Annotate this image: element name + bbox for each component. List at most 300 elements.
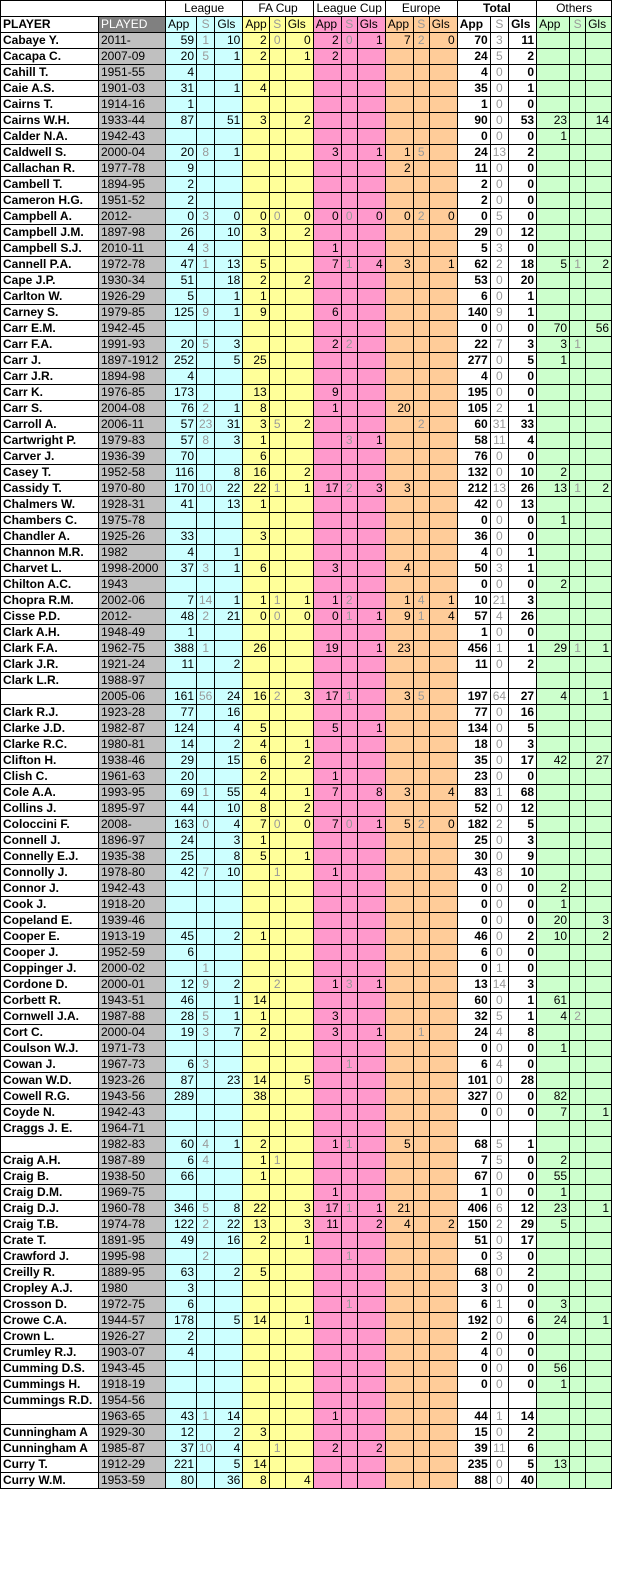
fa-cup-s-cell (269, 785, 285, 801)
table-row (1, 1313, 612, 1329)
fa-cup-app-cell: 5 (243, 849, 269, 865)
others-app-cell (537, 673, 570, 689)
total-s-cell: 0 (490, 449, 508, 465)
league-app-cell: 14 (166, 737, 197, 753)
league-gls-cell: 5 (215, 1313, 243, 1329)
league-cup-gls-cell (357, 1393, 385, 1409)
fa-cup-s-cell (269, 113, 285, 129)
others-s-cell (570, 1457, 586, 1473)
europe-s-cell (413, 49, 429, 65)
league-cup-app-cell (313, 1473, 341, 1489)
others-app-cell (537, 1473, 570, 1489)
fa-cup-gls-cell (285, 1345, 313, 1361)
others-app-cell (537, 305, 570, 321)
others-s-cell (570, 1265, 586, 1281)
total-app-cell: 52 (457, 801, 490, 817)
league-cup-app-cell (313, 1281, 341, 1297)
league-cup-gls-cell (357, 897, 385, 913)
table-row (1, 353, 612, 369)
europe-gls-cell (429, 945, 457, 961)
table-row (1, 961, 612, 977)
league-gls-cell (215, 65, 243, 81)
europe-s-cell (413, 945, 429, 961)
league-cup-app-cell (313, 1233, 341, 1249)
player-name-cell: Cannell P.A. (1, 257, 99, 273)
table-row (1, 881, 612, 897)
league-cup-gls-cell (357, 1345, 385, 1361)
total-gls-cell: 3 (509, 337, 537, 353)
others-app-cell (537, 977, 570, 993)
total-app-cell: 77 (457, 705, 490, 721)
table-row (1, 897, 612, 913)
europe-gls-cell (429, 433, 457, 449)
league-s-cell: 2 (197, 1249, 215, 1265)
europe-gls-cell (429, 321, 457, 337)
fa-cup-s-cell (269, 449, 285, 465)
total-s-cell: 13 (490, 145, 508, 161)
league-cup-gls-cell (357, 833, 385, 849)
fa-cup-app-cell (243, 913, 269, 929)
league-cup-s-cell (341, 1425, 357, 1441)
others-s-cell (570, 1473, 586, 1489)
others-gls-cell (586, 801, 612, 817)
league-app-cell: 45 (166, 929, 197, 945)
fa-cup-gls-cell: 1 (285, 785, 313, 801)
league-app-cell: 66 (166, 1169, 197, 1185)
fa-cup-gls-cell: 2 (285, 465, 313, 481)
europe-gls-cell (429, 1345, 457, 1361)
table-row (1, 33, 612, 49)
others-app-cell: 10 (537, 929, 570, 945)
league-s-cell (197, 1265, 215, 1281)
fa-cup-gls-cell (285, 673, 313, 689)
total-s-cell: 0 (490, 1041, 508, 1057)
league-cup-s-cell (341, 513, 357, 529)
fa-cup-gls-cell (285, 1089, 313, 1105)
europe-app-cell (385, 945, 413, 961)
league-gls-cell (215, 449, 243, 465)
league-cup-gls-cell (357, 65, 385, 81)
europe-s-cell (413, 849, 429, 865)
fa-cup-gls-cell (285, 1137, 313, 1153)
fa-cup-app-cell (243, 673, 269, 689)
league-app-cell: 44 (166, 801, 197, 817)
league-cup-app-cell (313, 1153, 341, 1169)
league-cup-gls-cell: 1 (357, 977, 385, 993)
europe-gls-cell (429, 833, 457, 849)
total-app-cell: 30 (457, 849, 490, 865)
played-years-cell: 2002-06 (99, 593, 166, 609)
total-gls-cell: 3 (509, 737, 537, 753)
league-gls-cell: 2 (215, 1265, 243, 1281)
table-row (1, 209, 612, 225)
league-gls-cell: 15 (215, 753, 243, 769)
league-cup-s-cell: 1 (341, 609, 357, 625)
others-s-cell (570, 993, 586, 1009)
fa-cup-gls-cell (285, 353, 313, 369)
league-cup-s-cell (341, 1217, 357, 1233)
player-name-cell: Crown L. (1, 1329, 99, 1345)
total-gls-cell: 0 (509, 129, 537, 145)
others-app-cell: 56 (537, 1361, 570, 1377)
table-row (1, 785, 612, 801)
total-s-cell: 0 (490, 65, 508, 81)
table-row (1, 465, 612, 481)
europe-s-cell (413, 113, 429, 129)
fa-cup-s-cell (269, 769, 285, 785)
table-row (1, 593, 612, 609)
total-gls-header: Gls (509, 17, 537, 33)
total-gls-cell: 0 (509, 321, 537, 337)
total-gls-cell: 1 (509, 81, 537, 97)
league-s-cell (197, 81, 215, 97)
europe-app-cell: 5 (385, 817, 413, 833)
others-app-cell (537, 225, 570, 241)
others-app-cell: 1 (537, 1377, 570, 1393)
fa-cup-gls-cell (285, 289, 313, 305)
total-gls-cell: 0 (509, 625, 537, 641)
total-s-cell: 0 (490, 321, 508, 337)
others-gls-cell (586, 1441, 612, 1457)
league-cup-s-cell (341, 577, 357, 593)
played-years-cell: 1963-65 (99, 1409, 166, 1425)
fa-cup-app-cell (243, 193, 269, 209)
others-gls-cell (586, 1473, 612, 1489)
league-cup-app-cell: 3 (313, 1025, 341, 1041)
europe-gls-cell (429, 273, 457, 289)
europe-gls-cell (429, 849, 457, 865)
player-name-cell: Connor J. (1, 881, 99, 897)
league-cup-app-cell: 3 (313, 1009, 341, 1025)
player-name-cell: Calder N.A. (1, 129, 99, 145)
total-gls-cell: 1 (509, 641, 537, 657)
total-app-cell: 0 (457, 1105, 490, 1121)
europe-gls-cell (429, 81, 457, 97)
league-cup-gls-cell (357, 1121, 385, 1137)
played-years-cell: 1972-78 (99, 257, 166, 273)
played-years-cell: 2007-09 (99, 49, 166, 65)
played-years-cell: 1936-39 (99, 449, 166, 465)
fa-cup-app-cell: 1 (243, 1169, 269, 1185)
league-cup-s-cell (341, 801, 357, 817)
others-gls-cell (586, 1425, 612, 1441)
league-cup-app-cell (313, 945, 341, 961)
played-years-cell: 1914-16 (99, 97, 166, 113)
played-years-cell: 1895-97 (99, 801, 166, 817)
player-name-cell: Carr S. (1, 401, 99, 417)
total-s-cell: 2 (490, 257, 508, 273)
table-row (1, 1169, 612, 1185)
league-cup-app-cell (313, 545, 341, 561)
league-app-cell: 5 (166, 289, 197, 305)
fa-cup-gls-cell: 0 (285, 817, 313, 833)
fa-cup-s-cell (269, 161, 285, 177)
league-s-cell: 3 (197, 241, 215, 257)
europe-gls-cell (429, 929, 457, 945)
player-name-cell: Coulson W.J. (1, 1041, 99, 1057)
league-cup-gls-cell (357, 337, 385, 353)
league-app-cell: 4 (166, 241, 197, 257)
europe-s-cell (413, 993, 429, 1009)
fa-cup-app-cell: 4 (243, 785, 269, 801)
league-gls-cell (215, 1057, 243, 1073)
others-gls-cell: 1 (586, 1201, 612, 1217)
europe-s-cell (413, 1169, 429, 1185)
europe-s-cell (413, 1233, 429, 1249)
total-gls-cell: 5 (509, 721, 537, 737)
europe-s-cell (413, 385, 429, 401)
others-s-cell (570, 305, 586, 321)
fa-cup-app-cell: 14 (243, 1313, 269, 1329)
others-s-cell (570, 945, 586, 961)
fa-cup-gls-cell: 2 (285, 225, 313, 241)
total-app-cell: 0 (457, 881, 490, 897)
table-row (1, 513, 612, 529)
league-s-cell: 3 (197, 1025, 215, 1041)
league-cup-app-cell (313, 1249, 341, 1265)
league-app-cell: 0 (166, 209, 197, 225)
played-years-cell: 1960-78 (99, 1201, 166, 1217)
league-gls-cell: 1 (215, 1009, 243, 1025)
total-gls-cell (509, 1393, 537, 1409)
table-row (1, 81, 612, 97)
europe-gls-cell (429, 401, 457, 417)
league-s-cell: 5 (197, 1009, 215, 1025)
league-s-cell (197, 113, 215, 129)
table-row (1, 865, 612, 881)
fa-cup-s-cell (269, 1329, 285, 1345)
table-row (1, 1073, 612, 1089)
total-app-cell: 0 (457, 1249, 490, 1265)
total-gls-cell: 18 (509, 257, 537, 273)
europe-gls-cell (429, 1185, 457, 1201)
total-s-cell (490, 1393, 508, 1409)
europe-app-cell (385, 1041, 413, 1057)
others-gls-cell (586, 1185, 612, 1201)
player-name-cell: Cunningham A (1, 1441, 99, 1457)
league-cup-gls-cell (357, 625, 385, 641)
europe-gls-cell (429, 961, 457, 977)
total-s-cell: 0 (490, 1313, 508, 1329)
league-app-header: App (166, 17, 197, 33)
others-s-cell (570, 657, 586, 673)
league-app-cell: 77 (166, 705, 197, 721)
league-cup-app-cell (313, 81, 341, 97)
played-years-cell: 2011- (99, 33, 166, 49)
league-cup-s-cell (341, 1377, 357, 1393)
others-gls-cell (586, 225, 612, 241)
total-gls-cell: 0 (509, 241, 537, 257)
others-gls-cell (586, 81, 612, 97)
total-app-cell: 105 (457, 401, 490, 417)
player-name-cell: Cummings R.D. (1, 1393, 99, 1409)
fa-cup-s-cell (269, 849, 285, 865)
fa-cup-gls-cell (285, 241, 313, 257)
league-app-cell: 19 (166, 1025, 197, 1041)
fa-cup-app-cell (243, 1041, 269, 1057)
others-gls-cell (586, 465, 612, 481)
others-gls-cell (586, 145, 612, 161)
others-s-cell (570, 577, 586, 593)
league-cup-gls-cell (357, 1105, 385, 1121)
others-app-cell (537, 1025, 570, 1041)
others-gls-cell: 3 (586, 913, 612, 929)
others-s-cell (570, 593, 586, 609)
table-row (1, 1281, 612, 1297)
others-app-cell (537, 833, 570, 849)
league-gls-cell (215, 1105, 243, 1121)
league-cup-gls-cell (357, 529, 385, 545)
others-s-cell (570, 1137, 586, 1153)
league-gls-cell: 13 (215, 257, 243, 273)
others-app-cell (537, 273, 570, 289)
others-gls-cell (586, 1121, 612, 1137)
total-app-cell: 35 (457, 81, 490, 97)
others-gls-cell (586, 209, 612, 225)
europe-s-cell (413, 433, 429, 449)
total-app-cell: 51 (457, 1233, 490, 1249)
league-cup-gls-cell (357, 1073, 385, 1089)
table-row (1, 1393, 612, 1409)
others-gls-cell (586, 625, 612, 641)
fa-cup-app-cell (243, 369, 269, 385)
total-s-cell: 0 (490, 1473, 508, 1489)
league-cup-gls-cell (357, 449, 385, 465)
europe-app-cell (385, 1425, 413, 1441)
fa-cup-app-cell: 14 (243, 993, 269, 1009)
table-row (1, 417, 612, 433)
others-gls-cell (586, 657, 612, 673)
player-name-cell: Craig D.M. (1, 1185, 99, 1201)
played-years-cell: 1979-83 (99, 433, 166, 449)
europe-gls-cell (429, 881, 457, 897)
league-gls-cell: 8 (215, 849, 243, 865)
league-s-cell (197, 993, 215, 1009)
total-gls-cell: 0 (509, 1249, 537, 1265)
fa-cup-s-cell (269, 881, 285, 897)
player-name-cell: Cook J. (1, 897, 99, 913)
total-s-cell: 64 (490, 689, 508, 705)
league-cup-s-cell (341, 737, 357, 753)
others-s-cell (570, 1329, 586, 1345)
others-app-cell (537, 1121, 570, 1137)
fa-cup-s-cell (269, 353, 285, 369)
others-app-cell (537, 865, 570, 881)
others-s-cell (570, 1409, 586, 1425)
total-s-cell: 0 (490, 849, 508, 865)
table-row (1, 257, 612, 273)
total-gls-cell: 0 (509, 385, 537, 401)
league-app-cell: 178 (166, 1313, 197, 1329)
others-gls-cell (586, 881, 612, 897)
league-cup-app-cell (313, 225, 341, 241)
fa-cup-gls-cell: 3 (285, 689, 313, 705)
league-app-cell: 33 (166, 529, 197, 545)
player-name-cell: Charvet L. (1, 561, 99, 577)
fa-cup-gls-cell (285, 913, 313, 929)
table-row (1, 1233, 612, 1249)
fa-cup-s-cell: 0 (269, 817, 285, 833)
europe-app-cell: 21 (385, 1201, 413, 1217)
played-years-cell: 1901-03 (99, 81, 166, 97)
fa-cup-gls-cell (285, 1057, 313, 1073)
fa-cup-app-cell: 2 (243, 33, 269, 49)
others-app-cell (537, 385, 570, 401)
europe-s-cell: 5 (413, 145, 429, 161)
player-name-cell: Cordone D. (1, 977, 99, 993)
league-app-cell: 57 (166, 417, 197, 433)
league-s-cell (197, 929, 215, 945)
total-s-cell: 5 (490, 1153, 508, 1169)
europe-gls-cell (429, 1201, 457, 1217)
fa-cup-app-cell: 4 (243, 81, 269, 97)
total-s-cell: 0 (490, 913, 508, 929)
league-s-cell (197, 225, 215, 241)
league-app-cell: 252 (166, 353, 197, 369)
league-cup-s-cell (341, 1441, 357, 1457)
europe-gls-cell (429, 1073, 457, 1089)
fa-cup-s-header: S (269, 17, 285, 33)
league-s-cell: 4 (197, 1153, 215, 1169)
league-s-cell: 4 (197, 1137, 215, 1153)
total-app-cell: 0 (457, 129, 490, 145)
player-name-cell: Cisse P.D. (1, 609, 99, 625)
league-cup-s-cell: 3 (341, 977, 357, 993)
total-gls-cell: 11 (509, 33, 537, 49)
fa-cup-s-cell (269, 1425, 285, 1441)
league-cup-gls-cell: 8 (357, 785, 385, 801)
player-name-cell: Campbell S.J. (1, 241, 99, 257)
europe-s-cell (413, 1281, 429, 1297)
league-cup-app-cell: 1 (313, 593, 341, 609)
europe-app-cell (385, 513, 413, 529)
fa-cup-s-cell (269, 1281, 285, 1297)
europe-gls-cell (429, 737, 457, 753)
fa-cup-gls-cell (285, 897, 313, 913)
table-row (1, 449, 612, 465)
europe-gls-cell: 1 (429, 593, 457, 609)
league-cup-gls-cell (357, 401, 385, 417)
league-app-cell: 70 (166, 449, 197, 465)
league-cup-s-cell (341, 1361, 357, 1377)
total-app-cell: 197 (457, 689, 490, 705)
total-app-cell: 23 (457, 769, 490, 785)
fa-cup-app-cell: 13 (243, 1217, 269, 1233)
total-gls-cell: 13 (509, 497, 537, 513)
fa-cup-gls-cell: 1 (285, 593, 313, 609)
europe-app-cell (385, 769, 413, 785)
fa-cup-gls-cell (285, 433, 313, 449)
player-name-cell: Crowe C.A. (1, 1313, 99, 1329)
fa-cup-app-cell (243, 577, 269, 593)
fa-cup-gls-cell: 2 (285, 753, 313, 769)
total-s-cell: 0 (490, 113, 508, 129)
fa-cup-s-cell (269, 1105, 285, 1121)
fa-cup-app-cell (243, 1105, 269, 1121)
league-cup-gls-cell (357, 1185, 385, 1201)
others-s-cell (570, 1025, 586, 1041)
league-s-cell (197, 801, 215, 817)
others-app-cell (537, 609, 570, 625)
total-app-cell: 25 (457, 833, 490, 849)
league-cup-app-cell: 17 (313, 1201, 341, 1217)
played-years-cell: 1998-2000 (99, 561, 166, 577)
fa-cup-s-cell (269, 577, 285, 593)
total-app-cell: 39 (457, 1441, 490, 1457)
total-s-cell: 2 (490, 817, 508, 833)
total-gls-cell: 1 (509, 545, 537, 561)
total-gls-cell: 53 (509, 113, 537, 129)
